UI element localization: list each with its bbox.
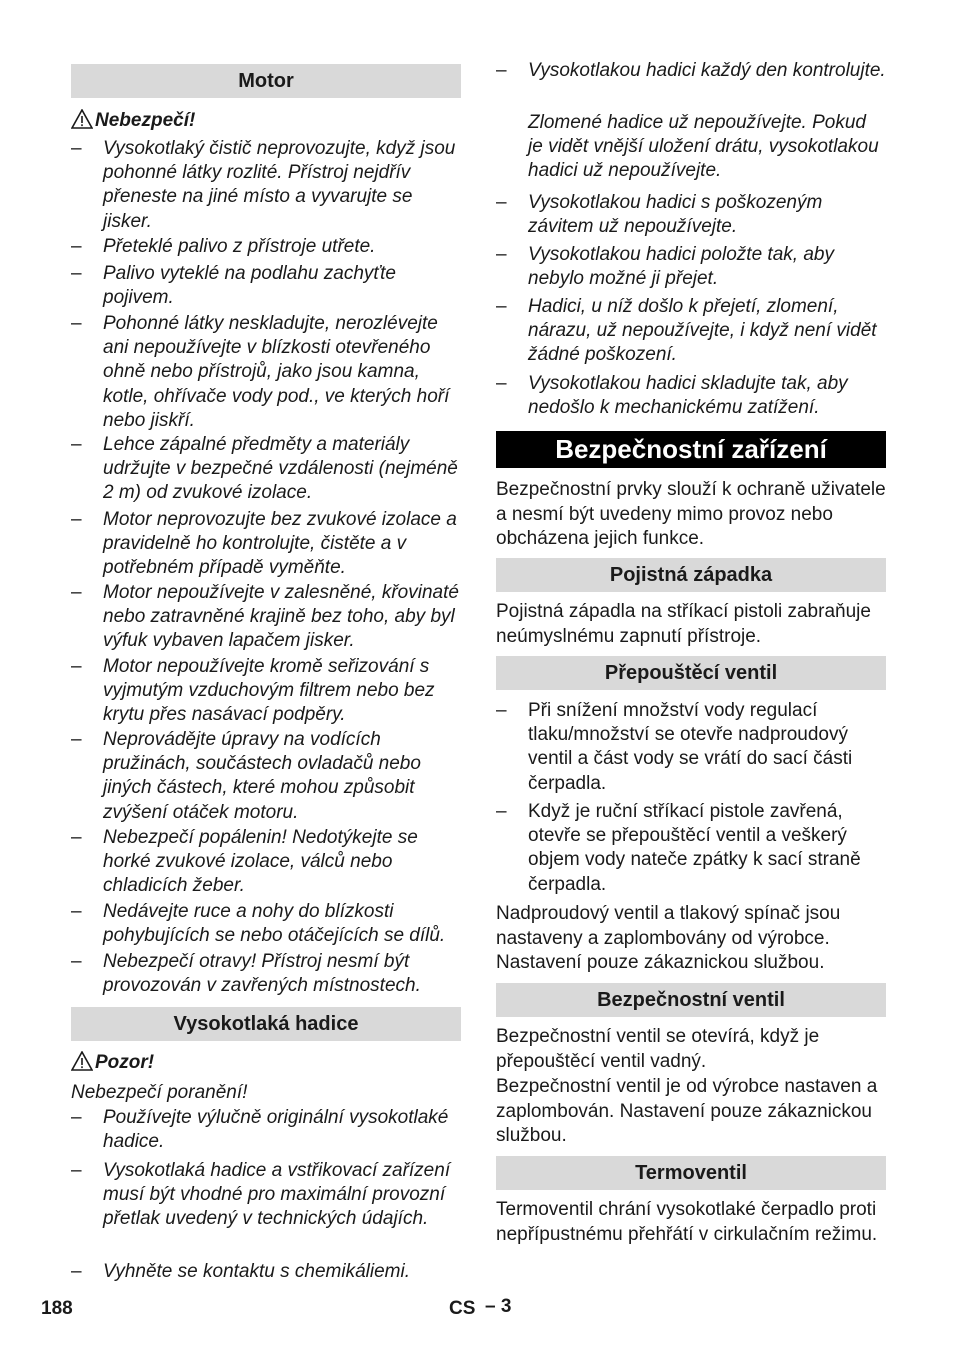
section-title-safety-devices: Bezpečnostní zařízení [496,431,886,468]
safety-latch-text: Pojistná západla na stříkací pistoli zabraňuje neúmyslnému zapnutí přístroje. [496,601,871,647]
list-item: – Vyhněte se kontaktu s chemikáliemi. [71,1261,410,1282]
list-item: – Motor neprovozujte bez zvukové izolace a pravidelně ho kontrolujte, čistěte a v potřebném případě vyměňte. [71,509,457,579]
list-item: – Motor nepoužívejte v zalesněné, křovinaté nebo zatravněné krajině bez toho, aby byl výfuk vybaven lapačem jisker. [71,582,459,652]
danger-label: Nebezpečí! [95,110,196,131]
list-item: – Při snížení množství vody regulací tlaku/množství se otevře nadproudový ventil a část vody se vrátí do sací části čerpadla. [496,700,853,794]
caution-warning [71,1051,154,1075]
list-item: – Vysokotlakou hadici skladujte tak, aby nedošlo k mechanickému zatížení. [496,373,848,419]
list-item: – Když je ruční stříkací pistole zavřená, otevře se přepouštěcí ventil a veškerý objem vody nateče zpátky k sací straně čerpadla. [496,801,861,895]
list-item: – Neprovádějte úpravy na vodících pružinách, součástech ovladačů nebo jiných částech, které mohou způsobit zvýšení otáček motoru. [71,729,421,823]
section-title-safety-latch: Pojistná západka [496,558,886,592]
list-item-continuation: Zlomené hadice už nepoužívejte. Pokud je vidět vnější uložení drátu, vysokotlakou hadici už nepoužívejte. [528,112,879,182]
overflow-valve-text: Nadproudový ventil a tlakový spínač jsou nastaveny a zaplombovány od výrobce. Nastavení pouze zákaznickou službou. [496,903,841,973]
list-item: – Vysokotlaká hadice a vstřikovací zařízení musí být vhodné pro maximální provozní přetlak uvedený v technických údajích. [71,1160,451,1230]
list-item: – Vysokotlaký čistič neprovozujte, když jsou pohonné látky rozlité. Přístroj nejdřív přeneste na jiné místo a vyvarujte se jisker. [71,138,456,232]
section-title-thermo-valve: Termoventil [496,1156,886,1190]
list-item: – Vysokotlakou hadici každý den kontrolujte. [496,60,886,81]
safety-valve-text-2: Bezpečnostní ventil je od výrobce nastaven a zaplombován. Nastavení pouze zákaznickou službou. [496,1076,878,1146]
section-number [485,1296,511,1318]
thermo-valve-text: Termoventil chrání vysokotlaké čerpadlo proti nepřípustnému přehřátí v cirkulačním režimu. [496,1199,878,1245]
section-title-safety-valve: Bezpečnostní ventil [496,983,886,1017]
safety-valve-text-1: Bezpečnostní ventil se otevírá, když je přepouštěcí ventil vadný. [496,1026,820,1072]
list-item: – Hadici, u níž došlo k přejetí, zlomení, nárazu, už nepoužívejte, i když není vidět žádné poškození. [496,296,877,366]
section-title-overflow-valve: Přepouštěcí ventil [496,656,886,690]
list-item: – Nebezpečí otravy! Přístroj nesmí být provozován v zavřených místnostech. [71,951,421,997]
list-item: – Lehce zápalné předměty a materiály udržujte v bezpečné vzdálenosti (nejméně 2 m) od zvukové izolace. [71,434,458,504]
list-item: – Pohonné látky neskladujte, nerozlévejte ani nepoužívejte v blízkosti otevřeného ohně nebo přístrojů, jako jsou kamna, kotle, ohřívače vody pod., ve kterých hoří nebo jiskří. [71,313,450,431]
danger-warning [71,109,195,133]
warning-triangle-icon [71,109,95,133]
section-title-high-pressure-hose: Vysokotlaká hadice [71,1007,461,1041]
footer-dash: – [485,1296,496,1317]
caution-label: Pozor! [95,1052,155,1073]
list-item: – Vysokotlakou hadici s poškozeným závitem už nepoužívejte. [496,192,823,238]
language-code [449,1298,475,1320]
list-item: – Vysokotlakou hadici položte tak, aby nebylo možné ji přejet. [496,244,834,290]
safety-intro-text: Bezpečnostní prvky slouží k ochraně uživatele a nesmí být uvedeny mimo provoz nebo obcházena jejich funkce. [496,479,886,549]
section-number-value: 3 [500,1296,512,1317]
list-item: – Nebezpečí popálenin! Nedotýkejte se horké zvukové izolace, válců nebo chladicích žeber. [71,827,418,897]
list-item: – Přeteklé palivo z přístroje utřete. [71,236,376,257]
list-item: – Motor nepoužívejte kromě seřizování s vyjmutým vzduchovým filtrem nebo bez krytu přes nasávací podpěry. [71,656,435,726]
section-title-motor: Motor [71,64,461,98]
warning-triangle-icon [71,1051,95,1075]
list-item: – Nedávejte ruce a nohy do blízkosti pohybujících se nebo otáčejících se dílů. [71,901,446,947]
page-number: 188 [41,1298,73,1319]
list-item: – Palivo vyteklé na podlahu zachyťte pojivem. [71,263,396,309]
injury-text: Nebezpečí poranění! [71,1082,248,1103]
language-label: CS [449,1298,476,1319]
list-item: – Používejte výlučně originální vysokotlaké hadice. [71,1107,449,1153]
